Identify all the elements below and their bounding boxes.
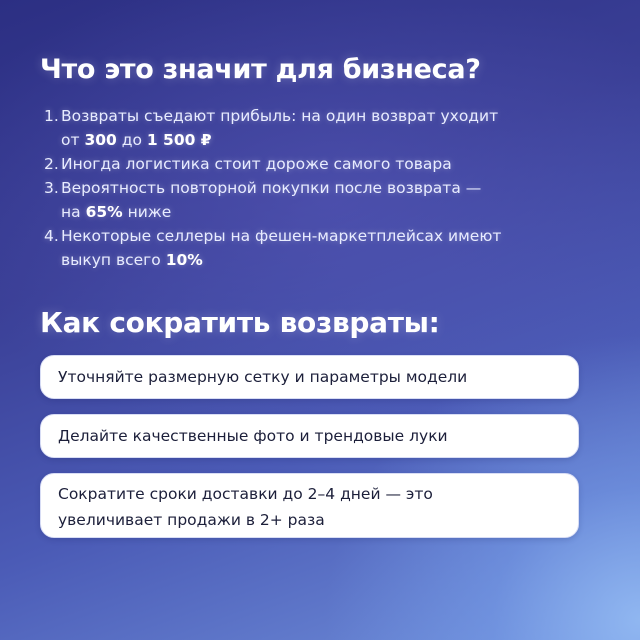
- text-fragment: ниже: [122, 203, 172, 221]
- highlight-value: 10%: [165, 251, 203, 269]
- list-item-line: Возвраты съедают прибыль: на один возврат уходит: [61, 107, 499, 125]
- list-item-line: [61, 128, 584, 152]
- list-item: [44, 176, 584, 224]
- list-item-text: [60, 224, 584, 272]
- list-item-text: Иногда логистика стоит дороже самого товара: [61, 155, 452, 173]
- list-item-number: 4.: [44, 227, 59, 245]
- highlight-value: 1 500 ₽: [146, 131, 212, 149]
- section-title-reduce-returns: Как сократить возвраты:: [40, 306, 440, 339]
- tip-card-text: Уточняйте размерную сетку и параметры модели: [58, 368, 468, 386]
- list-item-line: Вероятность повторной покупки после возврата —: [61, 179, 482, 197]
- tip-card-text: Сократите сроки доставки до 2–4 дней — это: [58, 485, 433, 503]
- list-item-text: [60, 104, 584, 152]
- highlight-value: 300: [84, 131, 117, 149]
- list-item-line: [61, 248, 584, 272]
- text-fragment: от: [61, 131, 85, 149]
- tip-card-text: увеличивает продажи в 2+ раза: [58, 511, 325, 529]
- text-fragment: на: [61, 203, 86, 221]
- tip-card-text: Делайте качественные фото и трендовые луки: [58, 427, 448, 445]
- section-title-business: Что это значит для бизнеса?: [40, 54, 481, 85]
- tip-card: [40, 473, 579, 538]
- list-item-text: [60, 176, 584, 224]
- list-item-line: Некоторые селлеры на фешен-маркетплейсах имеют: [61, 227, 502, 245]
- text-fragment: до: [116, 131, 147, 149]
- list-item-line: [61, 200, 584, 224]
- tip-card: [40, 414, 579, 458]
- consequences-list: [44, 104, 584, 272]
- list-item-number: 3.: [44, 179, 59, 197]
- tip-card: [40, 355, 579, 399]
- list-item: [44, 104, 584, 152]
- list-item-number: 1.: [44, 107, 59, 125]
- list-item-number: 2.: [44, 155, 59, 173]
- list-item: [44, 152, 584, 176]
- text-fragment: выкуп всего: [61, 251, 166, 269]
- highlight-value: 65%: [85, 203, 123, 221]
- list-item: [44, 224, 584, 272]
